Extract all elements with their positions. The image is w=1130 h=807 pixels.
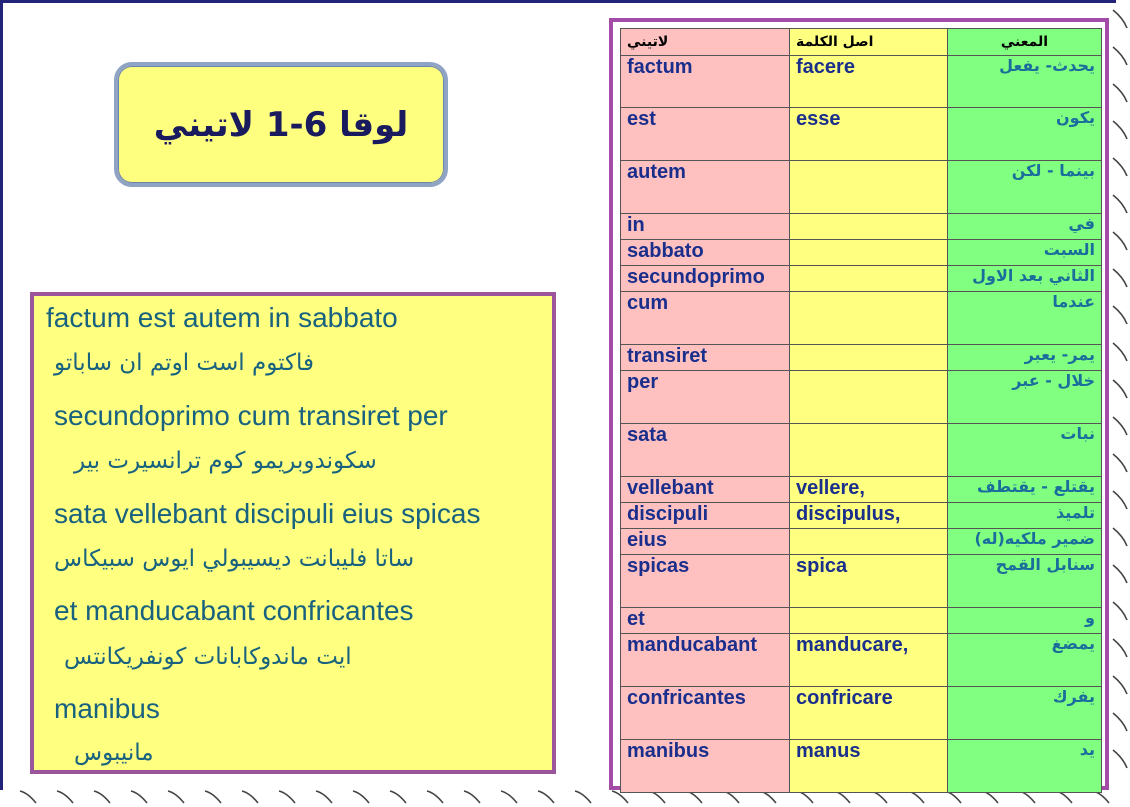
- cell-origin: [790, 608, 948, 634]
- cell-latin: [621, 634, 790, 687]
- cell-meaning: [948, 56, 1102, 108]
- cell-latin-text: secundoprimo: [627, 266, 765, 288]
- header-latin: لاتيني: [621, 29, 790, 56]
- table-row: [621, 555, 1102, 608]
- cell-meaning-text: و: [1085, 608, 1095, 627]
- table-row: [621, 345, 1102, 371]
- cell-origin: [790, 634, 948, 687]
- cell-latin: [621, 608, 790, 634]
- title-box: [114, 62, 448, 187]
- cell-latin-text: transiret: [627, 345, 708, 367]
- cell-meaning: [948, 608, 1102, 634]
- table-row: [621, 292, 1102, 345]
- spiral-coil: [168, 791, 184, 803]
- cell-latin-text: et: [627, 608, 645, 630]
- cell-origin: [790, 345, 948, 371]
- table-row: [621, 56, 1102, 108]
- spiral-coil: [538, 791, 554, 803]
- spiral-coil: [1113, 84, 1127, 102]
- spiral-coil: [242, 791, 258, 803]
- passage-arabic-line-1: فاكتوم است اوتم ان ساباتو: [54, 350, 314, 376]
- passage-arabic-line-5: مانيبوس: [74, 740, 154, 766]
- spiral-coil: [501, 791, 517, 803]
- spiral-coil: [1113, 10, 1127, 28]
- cell-origin: [790, 266, 948, 292]
- vocabulary-table: [620, 28, 1102, 793]
- table-row: [621, 477, 1102, 503]
- cell-latin-text: cum: [627, 292, 669, 314]
- cell-origin: [790, 740, 948, 793]
- cell-meaning-text: يمر- يعبر: [1024, 345, 1095, 364]
- cell-meaning: [948, 371, 1102, 424]
- cell-meaning-text: السبت: [1043, 240, 1095, 259]
- cell-origin-text: facere: [796, 56, 855, 78]
- header-meaning: المعني: [948, 29, 1102, 56]
- cell-origin: [790, 371, 948, 424]
- spiral-coil: [427, 791, 443, 803]
- cell-meaning-text: سنابل القمح: [995, 555, 1095, 574]
- cell-latin: [621, 740, 790, 793]
- passage-latin-line-2: secundoprimo cum transiret per: [54, 400, 448, 431]
- spiral-coil: [1113, 528, 1127, 546]
- table-row: [621, 634, 1102, 687]
- passage-box: [30, 292, 556, 774]
- cell-latin-text: manducabant: [627, 634, 758, 656]
- cell-latin: [621, 555, 790, 608]
- spiral-coil: [205, 791, 221, 803]
- table-row: [621, 240, 1102, 266]
- cell-meaning: [948, 529, 1102, 555]
- cell-origin-text: spica: [796, 555, 848, 577]
- cell-meaning-text: خلال - عبر: [1012, 371, 1095, 390]
- passage-latin-line-4: et manducabant confricantes: [54, 595, 414, 626]
- table-row: [621, 214, 1102, 240]
- table-row: [621, 424, 1102, 477]
- cell-origin: [790, 214, 948, 240]
- cell-latin: [621, 424, 790, 477]
- cell-latin-text: manibus: [627, 740, 710, 762]
- spiral-coil: [1113, 47, 1127, 65]
- spiral-coil: [1113, 195, 1127, 213]
- cell-latin: [621, 240, 790, 266]
- cell-meaning: [948, 266, 1102, 292]
- spiral-coil: [316, 791, 332, 803]
- cell-meaning-text: نبات: [1060, 424, 1095, 443]
- cell-origin: [790, 424, 948, 477]
- cell-latin-text: factum: [627, 56, 693, 78]
- passage-latin-line-3: sata vellebant discipuli eius spicas: [54, 498, 481, 529]
- cell-meaning-text: الثاني بعد الاول: [972, 266, 1095, 285]
- spiral-coil: [1113, 454, 1127, 472]
- cell-latin-text: eius: [627, 529, 668, 551]
- table-row: [621, 529, 1102, 555]
- cell-origin: [790, 503, 948, 529]
- table-row: [621, 740, 1102, 793]
- cell-latin-text: autem: [627, 161, 686, 183]
- cell-meaning-text: يحدث- يفعل: [999, 56, 1095, 75]
- spiral-coil: [1113, 750, 1127, 768]
- table-header-row: [621, 29, 1102, 56]
- spiral-coil: [464, 791, 480, 803]
- spiral-binding-right: [1110, 0, 1130, 790]
- cell-origin-text: manus: [796, 740, 861, 762]
- cell-latin-text: est: [627, 108, 656, 130]
- cell-latin: [621, 371, 790, 424]
- table-row: [621, 608, 1102, 634]
- spiral-coil: [353, 791, 369, 803]
- table-row: [621, 266, 1102, 292]
- cell-meaning: [948, 687, 1102, 740]
- cell-latin-text: vellebant: [627, 477, 714, 499]
- cell-latin-text: discipuli: [627, 503, 709, 525]
- cell-origin-text: manducare,: [796, 634, 909, 656]
- passage-arabic-line-3: ساتا فليبانت ديسيبولي ايوس سبيكاس: [54, 546, 415, 572]
- spiral-coil: [279, 791, 295, 803]
- cell-meaning: [948, 214, 1102, 240]
- cell-origin-text: confricare: [796, 687, 893, 709]
- spiral-coil: [1113, 713, 1127, 731]
- passage-arabic-line-4: ايت ماندوكابانات كونفريكانتس: [64, 644, 352, 670]
- passage-arabic-line-2: سكوندوبريمو كوم ترانسيرت بير: [74, 448, 377, 474]
- cell-latin: [621, 503, 790, 529]
- spiral-coil: [1113, 306, 1127, 324]
- passage-latin-line-1: factum est autem in sabbato: [46, 302, 398, 333]
- cell-meaning: [948, 240, 1102, 266]
- cell-origin: [790, 687, 948, 740]
- cell-latin: [621, 108, 790, 161]
- cell-meaning-text: يقتلع - يقتطف: [977, 477, 1095, 496]
- cell-origin: [790, 555, 948, 608]
- spiral-coil: [1113, 158, 1127, 176]
- spiral-coil: [1113, 491, 1127, 509]
- spiral-coil: [57, 791, 73, 803]
- spiral-coil: [1113, 639, 1127, 657]
- cell-meaning-text: يمضغ: [1051, 634, 1095, 653]
- cell-latin: [621, 266, 790, 292]
- cell-origin: [790, 477, 948, 503]
- spiral-coil: [1113, 565, 1127, 583]
- table-row: [621, 503, 1102, 529]
- cell-origin: [790, 240, 948, 266]
- table-row: [621, 108, 1102, 161]
- cell-meaning-text: يفرك: [1052, 687, 1095, 706]
- cell-origin: [790, 56, 948, 108]
- spiral-coil: [20, 791, 36, 803]
- cell-meaning-text: تلميذ: [1055, 503, 1095, 522]
- cell-meaning: [948, 503, 1102, 529]
- spiral-coil: [1113, 676, 1127, 694]
- table-row: [621, 161, 1102, 214]
- cell-latin: [621, 292, 790, 345]
- cell-meaning: [948, 161, 1102, 214]
- cell-origin-text: esse: [796, 108, 841, 130]
- cell-meaning: [948, 424, 1102, 477]
- spiral-coil: [1113, 232, 1127, 250]
- cell-meaning: [948, 634, 1102, 687]
- cell-latin-text: in: [627, 214, 645, 236]
- spiral-coil: [1113, 269, 1127, 287]
- cell-origin: [790, 161, 948, 214]
- cell-latin-text: spicas: [627, 555, 690, 577]
- cell-meaning-text: يد: [1079, 740, 1095, 759]
- header-origin: اصل الكلمة: [790, 29, 948, 56]
- cell-origin: [790, 292, 948, 345]
- cell-latin: [621, 477, 790, 503]
- spiral-coil: [1113, 343, 1127, 361]
- cell-origin-text: vellere,: [796, 477, 865, 499]
- spiral-coil: [575, 791, 591, 803]
- cell-meaning: [948, 555, 1102, 608]
- cell-meaning-text: يكون: [1056, 108, 1095, 127]
- spiral-coil: [1113, 380, 1127, 398]
- cell-latin-text: sata: [627, 424, 668, 446]
- cell-meaning-text: في: [1068, 214, 1095, 233]
- cell-origin: [790, 108, 948, 161]
- spiral-coil: [1113, 602, 1127, 620]
- cell-meaning: [948, 740, 1102, 793]
- spiral-coil: [390, 791, 406, 803]
- cell-meaning: [948, 345, 1102, 371]
- spiral-coil: [1113, 121, 1127, 139]
- cell-latin: [621, 56, 790, 108]
- cell-meaning: [948, 477, 1102, 503]
- spiral-coil: [94, 791, 110, 803]
- cell-latin-text: sabbato: [627, 240, 704, 262]
- cell-latin: [621, 529, 790, 555]
- vocabulary-table-frame: [609, 18, 1109, 790]
- spiral-coil: [131, 791, 147, 803]
- cell-latin-text: per: [627, 371, 659, 393]
- cell-origin-text: discipulus,: [796, 503, 901, 525]
- cell-meaning-text: بينما - لكن: [1011, 161, 1095, 180]
- table-row: [621, 687, 1102, 740]
- cell-latin: [621, 214, 790, 240]
- cell-latin: [621, 161, 790, 214]
- spiral-coil: [1113, 417, 1127, 435]
- passage-latin-line-5: manibus: [54, 693, 160, 724]
- page-title: لوقا 6-1 لاتيني: [153, 104, 409, 145]
- cell-latin-text: confricantes: [627, 687, 746, 709]
- cell-origin: [790, 529, 948, 555]
- cell-meaning-text: ضمير ملكيه(له): [974, 529, 1095, 548]
- cell-latin: [621, 345, 790, 371]
- cell-meaning: [948, 108, 1102, 161]
- cell-meaning-text: عندما: [1052, 292, 1095, 311]
- cell-latin: [621, 687, 790, 740]
- table-row: [621, 371, 1102, 424]
- cell-meaning: [948, 292, 1102, 345]
